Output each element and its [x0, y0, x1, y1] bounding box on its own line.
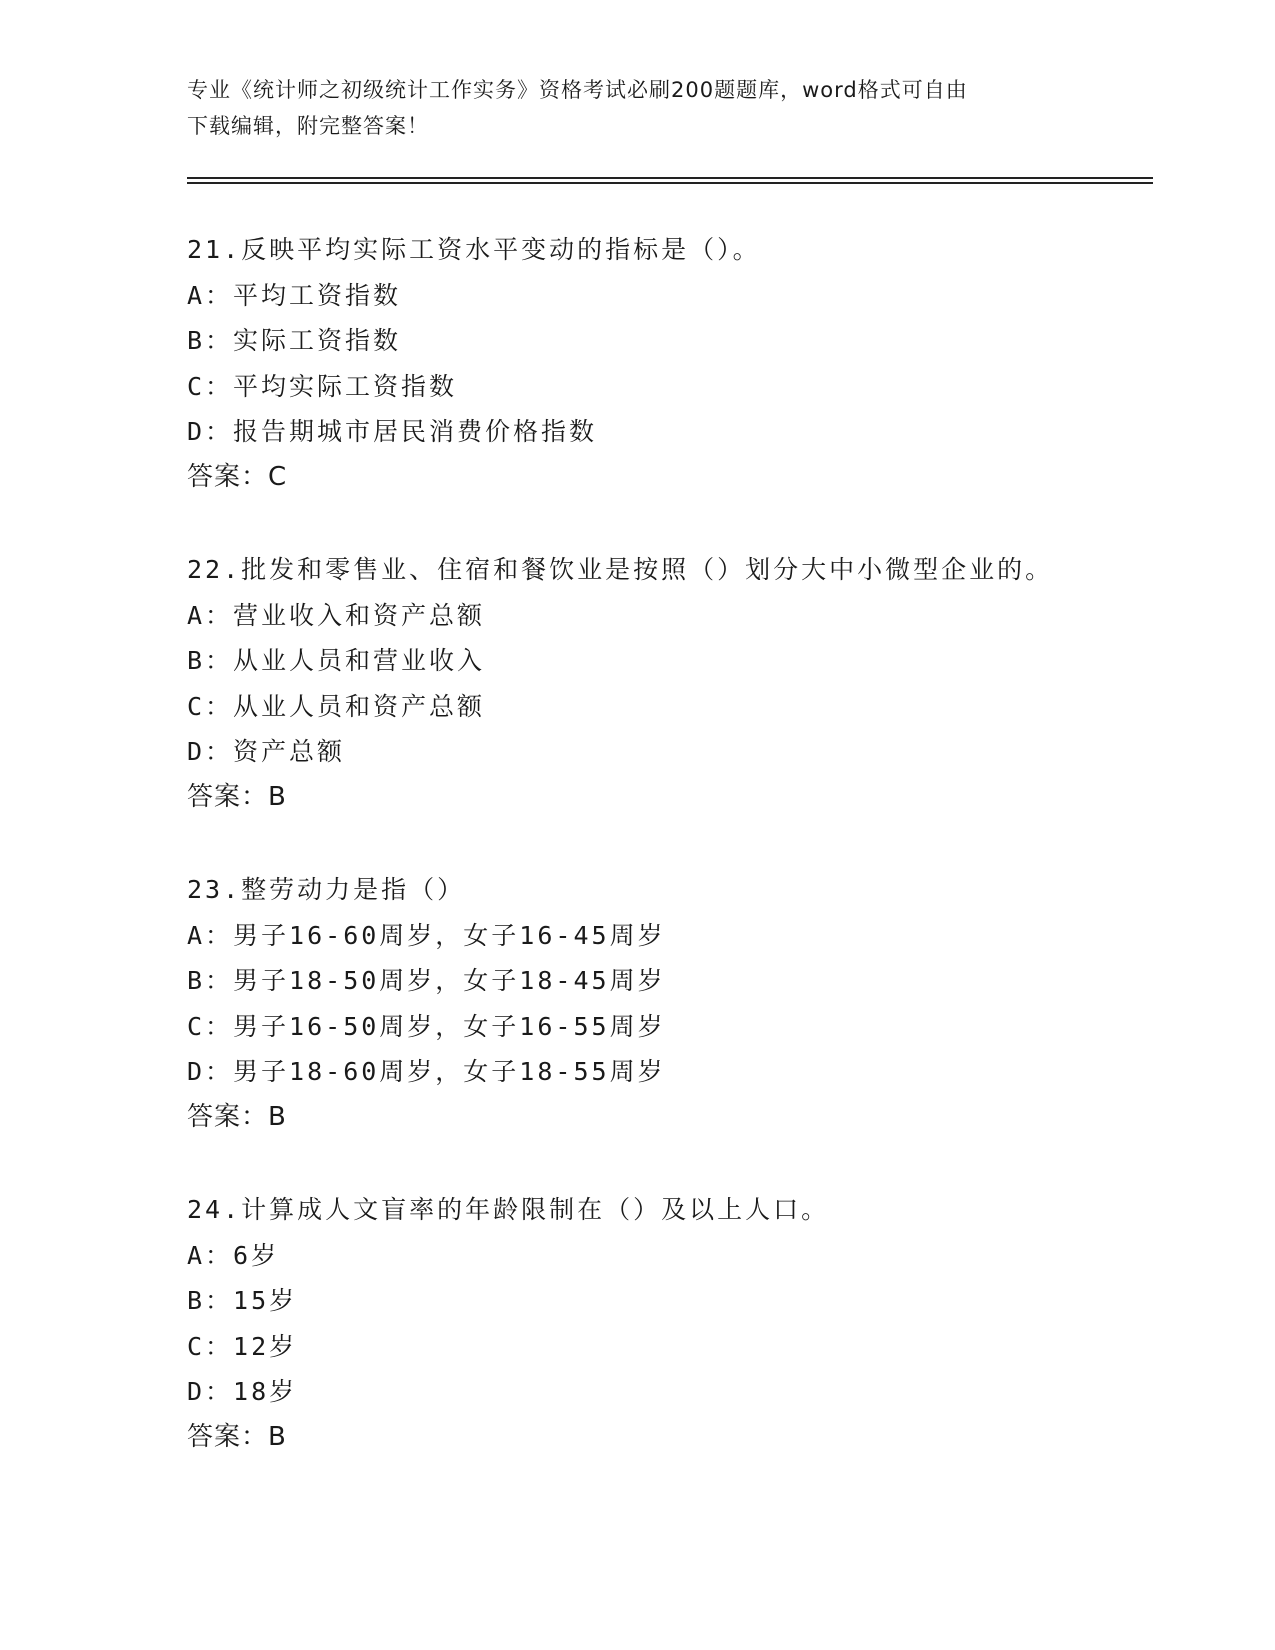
question-24 — [187, 1187, 1147, 1460]
option-c: C：12岁 — [187, 1331, 298, 1361]
question-21 — [187, 227, 1147, 500]
option-c: C：平均实际工资指数 — [187, 371, 458, 401]
header-divider-bottom — [187, 182, 1153, 184]
option-c: C：从业人员和资产总额 — [187, 691, 486, 721]
option-b: B：实际工资指数 — [187, 326, 402, 355]
document-header — [187, 72, 1067, 144]
question-23 — [187, 867, 1147, 1140]
option-a: A：营业收入和资产总额 — [187, 600, 486, 630]
answer: 答案：B — [187, 781, 287, 812]
option-b: B：15岁 — [187, 1286, 298, 1315]
option-a: A：6岁 — [187, 1240, 280, 1270]
option-c: C：男子16-50周岁，女子16-55周岁 — [187, 1011, 666, 1041]
option-b: B：从业人员和营业收入 — [187, 646, 486, 675]
option-a: A：平均工资指数 — [187, 280, 402, 310]
question-22 — [187, 547, 1147, 820]
header-line-2: 下载编辑，附完整答案！ — [187, 114, 429, 138]
option-b: B：男子18-50周岁，女子18-45周岁 — [187, 966, 666, 995]
answer: 答案：B — [187, 1421, 287, 1452]
option-d: D：资产总额 — [187, 737, 346, 766]
answer: 答案：C — [187, 461, 288, 492]
header-divider-top — [187, 177, 1153, 179]
answer: 答案：B — [187, 1101, 287, 1132]
question-stem: 22.批发和零售业、住宿和餐饮业是按照（）划分大中小微型企业的。 — [187, 555, 1054, 584]
header-line-1: 专业《统计师之初级统计工作实务》资格考试必刷200题题库，word格式可自由 — [187, 78, 968, 102]
option-d: D：报告期城市居民消费价格指数 — [187, 417, 598, 446]
option-a: A：男子16-60周岁，女子16-45周岁 — [187, 920, 666, 950]
question-stem: 24.计算成人文盲率的年龄限制在（）及以上人口。 — [187, 1195, 830, 1224]
option-d: D：18岁 — [187, 1377, 298, 1406]
question-stem: 23.整劳动力是指（） — [187, 875, 466, 904]
question-stem: 21.反映平均实际工资水平变动的指标是（）。 — [187, 235, 761, 264]
option-d: D：男子18-60周岁，女子18-55周岁 — [187, 1057, 666, 1086]
